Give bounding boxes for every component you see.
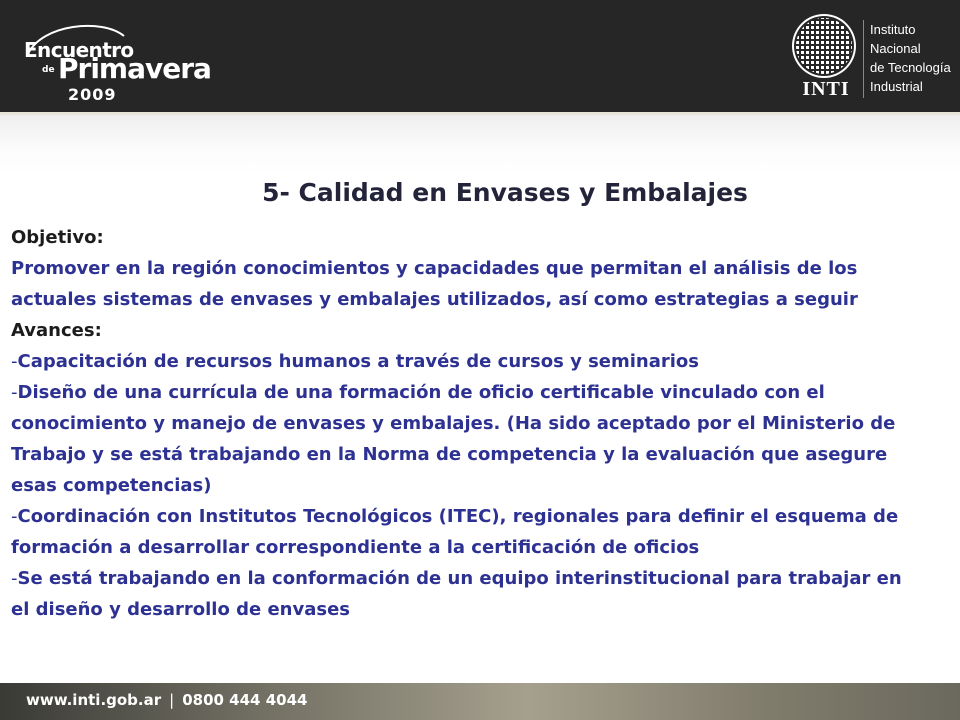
inti-name-line: de Tecnología [870,60,951,75]
progress-item-text: Capacitación de recursos humanos a través de cursos y seminarios [17,351,700,372]
progress-item [11,501,911,563]
inti-full-name [870,20,951,96]
progress-item [11,346,911,377]
footer-phone: 0800 444 4044 [182,691,308,709]
bullet-dash: - [11,382,18,403]
progress-item [11,377,911,501]
inti-grid-icon [796,18,852,74]
inti-divider [863,20,864,98]
footer-bar [0,683,960,720]
event-logo-line2: de [42,65,55,75]
bullet-dash: - [11,568,18,589]
event-logo-line3: Primavera [58,52,211,85]
objective-label: Objetivo: [11,227,104,248]
objective-text: Promover en la región conocimientos y capacidades que permitan el análisis de los actuales sistemas de envases y embalajes utilizados, así como estrategias a seguir [11,258,858,310]
event-logo-year: 2009 [68,85,117,104]
event-logo [8,14,211,104]
bullet-dash: - [11,351,18,372]
inti-logo [794,14,954,104]
footer-contact [26,691,307,709]
progress-item-text: Diseño de una currícula de una formación de oficio certificable vinculado con el conocimiento y manejo de envases y embalajes. (Ha sido aceptado por el Ministerio de Trabajo y se está trabajando en la Norma de competencia y la evaluación que asegure esas competencias) [11,382,896,496]
footer-separator: | [169,691,175,709]
bullet-dash: - [11,506,18,527]
inti-name-line: Instituto [870,22,916,37]
header-bar [0,0,960,112]
progress-item [11,563,911,625]
footer-website: www.inti.gob.ar [26,691,162,709]
inti-name-line: Industrial [870,79,923,94]
progress-item-text: Se está trabajando en la conformación de un equipo interinstitucional para trabajar en el diseño y desarrollo de envases [11,568,902,620]
inti-name-line: Nacional [870,41,921,56]
header-shadow-band [0,115,960,175]
slide-body [11,222,911,625]
slide-title: 5- Calidad en Envases y Embalajes [262,178,748,207]
progress-item-text: Coordinación con Institutos Tecnológicos (ITEC), regionales para definir el esquema de formación a desarrollar correspondiente a la certificación de oficios [11,506,899,558]
progress-label: Avances: [11,320,102,341]
event-logo-line1: Encuentro [24,38,134,62]
inti-acronym: INTI [802,78,850,100]
